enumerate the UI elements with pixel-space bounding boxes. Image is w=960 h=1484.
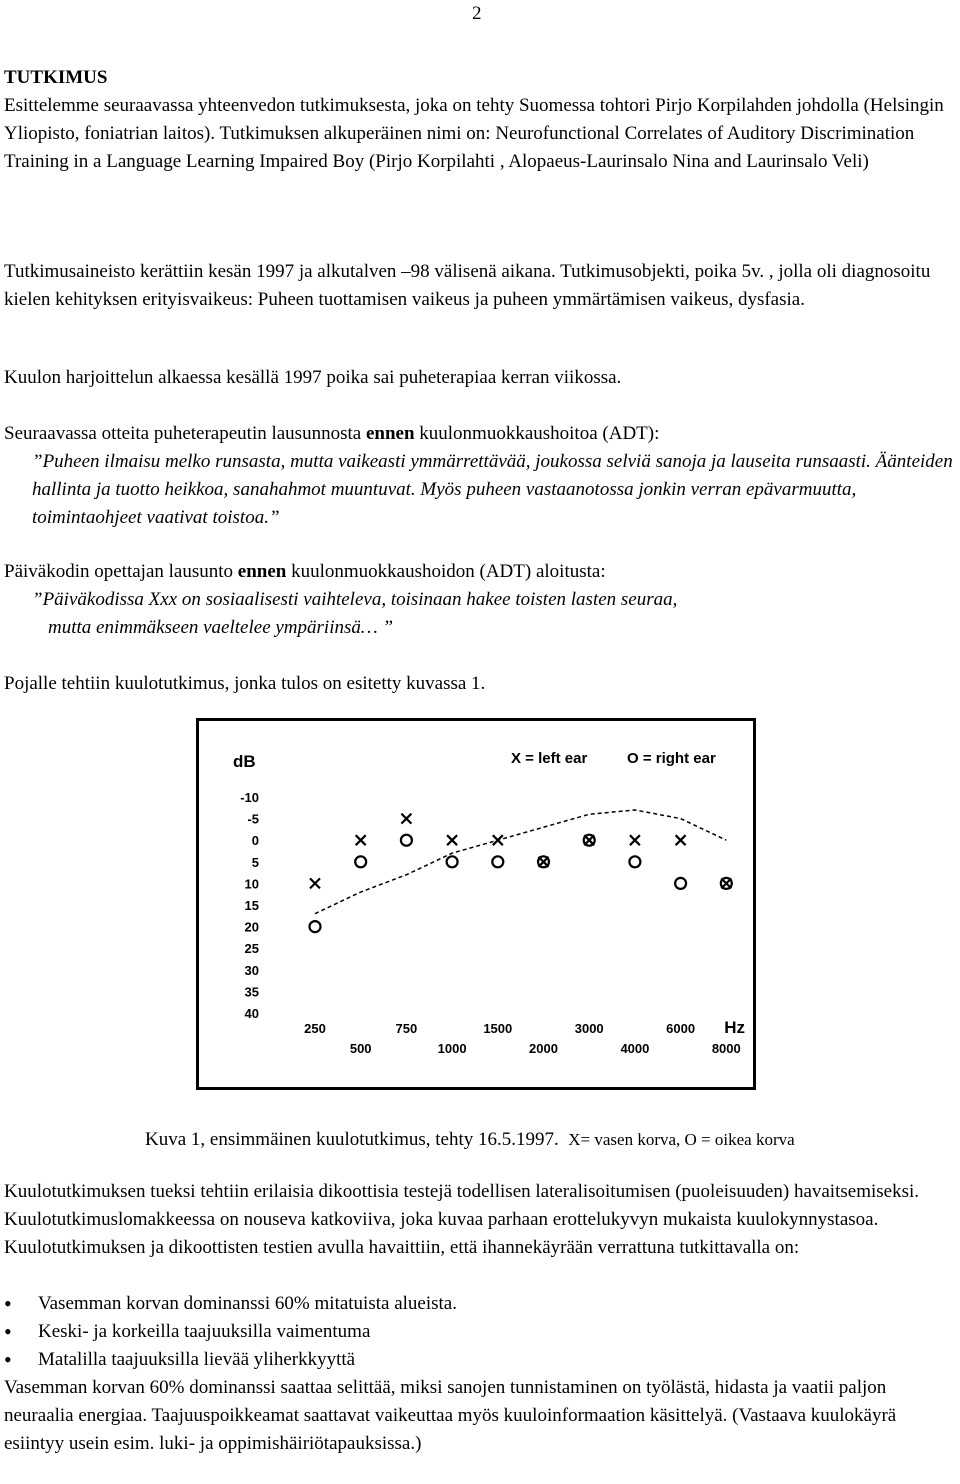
teacher-lead-emphasis: ennen (237, 561, 287, 582)
legend-right-ear: O = right ear (627, 750, 716, 767)
findings-list (4, 1290, 954, 1374)
right-ear-point (310, 921, 321, 932)
teacher-lead-text: Päiväkodin opettajan lausunto (4, 561, 238, 582)
teacher-lead-tail: kuulonmuokkaushoidon (ADT) aloitusta: (286, 561, 606, 582)
x-tick-label: 250 (304, 1021, 326, 1036)
y-tick-label: 25 (244, 941, 259, 957)
y-tick-label: 15 (244, 898, 259, 913)
right-ear-point (492, 856, 503, 867)
therapist-lead-text: Seuraavassa otteita puheterapeutin lausunnosta (4, 423, 366, 444)
ideal-threshold-curve (315, 810, 726, 914)
left-ear-point (401, 814, 411, 824)
data-collection-paragraph: Tutkimusaineisto kerättiin kesän 1997 ja alkutalven –98 välisenä aikana. Tutkimusobjekti, poika 5v. , jolla oli diagnosoitu kielen kehityksen erityisvaikeus: Puheen tuottamisen vaikeus ja puheen ymmärtämisen vaikeus, dysfasia. (4, 261, 931, 310)
x-tick-label: 1500 (483, 1021, 513, 1036)
x-tick-label: 2000 (529, 1041, 558, 1056)
x-tick-label: 750 (395, 1021, 418, 1036)
teacher-statement-intro (4, 558, 954, 586)
finding-item: • Vasemman korvan dominanssi 60% mitatuista alueista. (4, 1290, 954, 1318)
figure-caption (145, 1126, 795, 1154)
y-tick-label: -5 (247, 811, 259, 827)
left-ear-point (630, 835, 640, 845)
y-tick-label: 10 (244, 876, 259, 892)
y-tick-label: 5 (251, 854, 259, 870)
therapist-quote: ”Puheen ilmaisu melko runsasta, mutta vaikeasti ymmärrettävää, joukossa selviä sanoja ja lauseita runsaasti. Äänteiden hallinta ja tuotto heikkoa, sanahahmot muuntuvat. Myös puheen vastaanotossa jonkin verran epävarmuutta, toimintaohjeet vaativat toistoa.” (32, 451, 953, 528)
y-tick-label: 40 (244, 1006, 259, 1021)
caption-legend: X= vasen korva, O = oikea korva (568, 1130, 795, 1149)
x-tick-label: 8000 (711, 1041, 741, 1056)
therapist-statement-intro (4, 420, 954, 448)
right-ear-point (629, 856, 640, 867)
right-ear-point (401, 835, 412, 846)
audiogram-chart (196, 718, 756, 1090)
right-ear-point (675, 878, 686, 889)
y-tick-label: 30 (244, 962, 259, 978)
dichotic-paragraph: Kuulotutkimuksen tueksi tehtiin erilaisia dikoottisia testejä todellisen lateralisoitumisen (puoleisuuden) havaitsemiseksi. Kuulotutkimuslomakkeessa on nouseva katkoviiva, joka kuvaa parhaan erottelukyvyn mukaista kuulokynnystasoa. Kuulotutkimuksen ja dikoottisten testien avulla havaittiin, että ihannekäyrään verrattuna tutkittavalla on: (4, 1181, 919, 1258)
teacher-quote-line1: ”Päiväkodissa Xxx on sosiaalisesti vaihteleva, toisinaan hakee toisten lasten seuraa, (32, 589, 678, 610)
x-tick-label: 500 (349, 1041, 372, 1056)
left-ear-point (447, 835, 457, 845)
left-ear-point (310, 878, 320, 888)
audiogram-plot (199, 721, 753, 1087)
y-axis-label: dB (233, 752, 256, 771)
section-heading: TUTKIMUS (4, 67, 108, 88)
y-tick-label: 35 (244, 984, 259, 1000)
y-tick-label: 20 (244, 919, 259, 935)
teacher-quote-line2: mutta enimmäkseen vaeltelee ympäriinsä… ” (48, 617, 394, 638)
caption-main: Kuva 1, ensimmäinen kuulotutkimus, tehty 16.5.1997. (145, 1129, 559, 1150)
x-tick-label: 1000 (437, 1041, 467, 1056)
y-tick-label: -10 (240, 790, 259, 805)
intro-paragraph: Esittelemme seuraavassa yhteenvedon tutkimuksesta, joka on tehty Suomessa tohtori Pirjo Korpilahden johdolla (Helsingin Yliopisto, foniatrian laitos). Tutkimuksen alkuperäinen nimi on: Neurofunctional Correlates of Auditory Discrimination Training in a Language Learning Impaired Boy (Pirjo Korpilahti , Alopaeus-Laurinsalo Nina and Laurinsalo Veli) (4, 95, 944, 172)
therapist-lead-tail: kuulonmuokkaushoitoa (ADT): (414, 423, 660, 444)
left-ear-point (676, 835, 686, 845)
legend-left-ear: X = left ear (511, 750, 588, 767)
right-ear-point (447, 856, 458, 867)
x-tick-label: 3000 (574, 1021, 604, 1036)
finding-item: • Matalilla taajuuksilla lievää yliherkkyyttä (4, 1346, 954, 1374)
training-paragraph: Kuulon harjoittelun alkaessa kesällä 1997 poika sai puheterapiaa kerran viikossa. (4, 367, 622, 388)
right-ear-point (355, 856, 366, 867)
x-tick-label: 6000 (666, 1021, 696, 1036)
therapist-lead-emphasis: ennen (365, 423, 415, 444)
x-tick-label: 4000 (620, 1041, 650, 1056)
hearing-test-paragraph: Pojalle tehtiin kuulotutkimus, jonka tulos on esitetty kuvassa 1. (4, 673, 486, 694)
x-axis-label: Hz (724, 1018, 745, 1037)
y-tick-label: 0 (251, 833, 259, 849)
finding-item: • Keski- ja korkeilla taajuuksilla vaimentuma (4, 1318, 954, 1346)
conclusion-paragraph: Vasemman korvan 60% dominanssi saattaa selittää, miksi sanojen tunnistaminen on työlästä, hidasta ja vaatii paljon neuraalia energiaa. Taajuuspoikkeamat saattavat vaikeuttaa myös kuuloinformaation käsittelyä. (Vastaava kuulokäyrä esiintyy usein esim. luki- ja oppimishäiriötapauksissa.) (4, 1377, 897, 1454)
left-ear-point (356, 835, 366, 845)
page-number: 2 (472, 3, 482, 24)
